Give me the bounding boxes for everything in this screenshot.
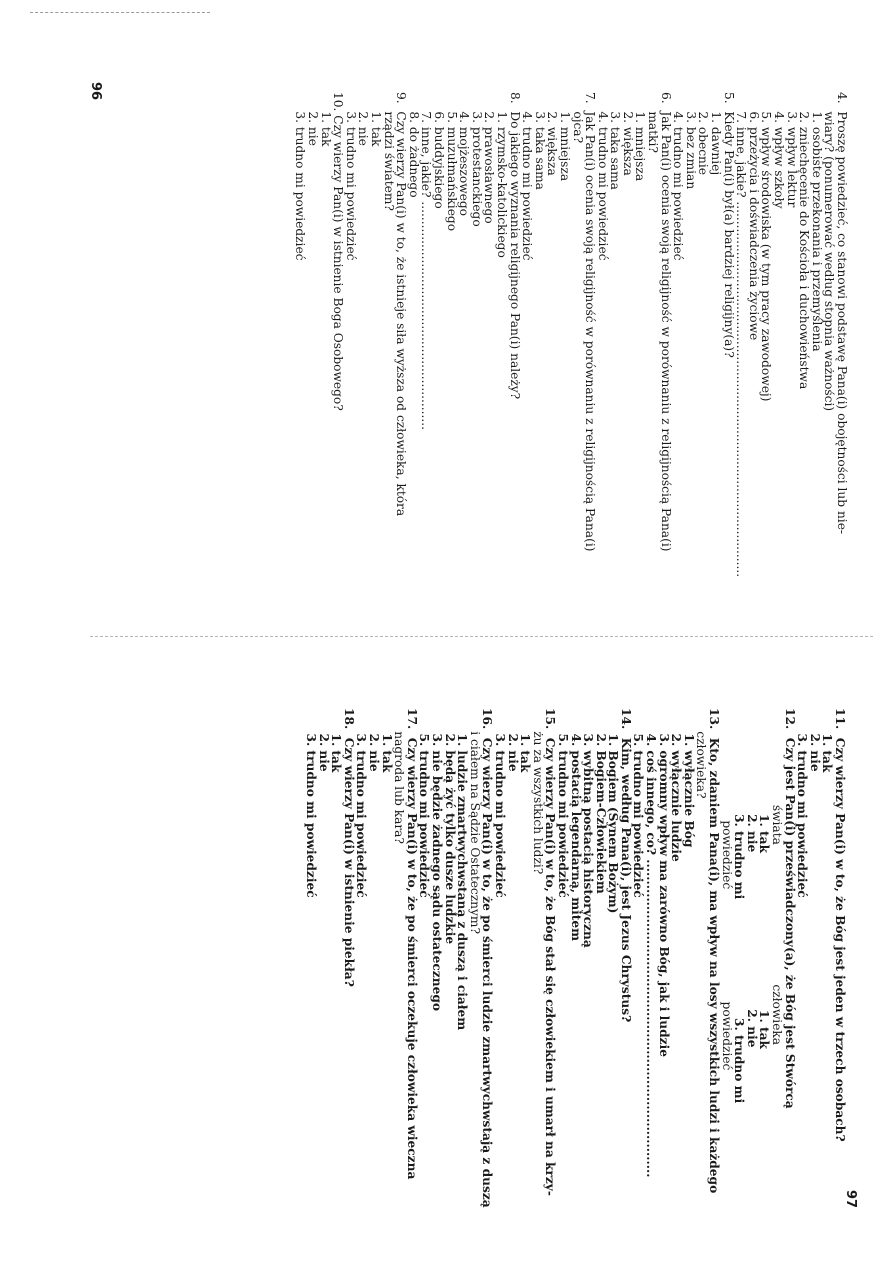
text-line: 2. zniechęcenie do Kościoła i duchowieństwa	[797, 92, 812, 390]
text-line: 2. większa	[620, 92, 635, 176]
text-line: ojca?	[570, 92, 585, 144]
text-line: wiary? (ponumerować według stopnia ważności)	[822, 92, 837, 412]
text-line: 4. trudno mi powiedzieć	[595, 92, 610, 261]
text-line: 2. wyłącznie ludzie	[669, 708, 684, 862]
text-line: 4. wpływ szkoły	[772, 92, 787, 209]
text-line: 3. taka sama	[608, 92, 623, 190]
right-page-number: 97	[843, 1190, 858, 1209]
text-line: 8. Do jakiego wyznania religijnego Pan(i) należy?	[507, 92, 522, 400]
text-line: 2. obecnie	[696, 92, 711, 176]
text-line: 7. Jak Pan(i) ocenia swoją religijność w porównaniu z religijnością Pana(i)	[583, 92, 598, 552]
text-line: 1. mniejsza	[557, 92, 572, 182]
text-line: 2. nie	[367, 708, 382, 772]
text-line: 1. rzymsko-katolickiego	[494, 92, 509, 258]
text-line: powiedzieć powiedzieć	[719, 708, 734, 1071]
text-line: 1. dawniej	[709, 92, 724, 176]
text-line: 2. prawosławnego	[482, 92, 497, 224]
text-line: 6. Jak Pan(i) ocenia swoją religijność w porównaniu z religijnością Pana(i)	[658, 92, 673, 552]
text-line: 7. inne, jakie? ...........................................................	[419, 92, 434, 430]
text-line: żu za wszystkich ludzi?	[530, 708, 545, 875]
text-line: 1. tak	[820, 708, 835, 773]
text-line: 5. trudno mi powiedzieć	[417, 708, 432, 898]
text-line: 1. tak	[318, 92, 333, 147]
text-line: 2. większa	[545, 92, 560, 176]
text-line: 5. trudno mi powiedzieć	[555, 708, 570, 898]
text-line: 5. muzułmańskiego	[444, 92, 459, 232]
text-line: 1. wyłącznie Bóg	[681, 708, 696, 848]
text-line: 11. Czy wierzy Pan(i) w to, że Bóg jest jeden w trzech osobach?	[833, 708, 847, 1142]
text-line: rządzi światem?	[381, 92, 396, 211]
text-line: nagroda lub kara?	[392, 708, 407, 844]
text-line: 2. Bogiem-Człowiekiem	[593, 708, 608, 894]
text-line: 3. trudno mi powiedzieć	[354, 708, 369, 898]
text-line: 2. będą żyć tylko dusze ludzkie	[442, 708, 457, 945]
text-line: 3. wpływ lektur	[784, 92, 799, 208]
left-page-text	[294, 92, 848, 577]
text-line: i ciałem na Sądzie Ostatecznym?	[467, 708, 482, 935]
text-line: 6. przeżycia i doświadczenia życiowe	[746, 92, 761, 341]
text-line: 10. Czy wierzy Pan(i) w istnienie Boga Osobowego?	[331, 92, 346, 411]
text-line: 14. Kim, według Pana(i), jest Jezus Chrystus?	[618, 708, 633, 1023]
right-page-text	[304, 708, 846, 1208]
text-line: 2. nie 2. nie	[744, 708, 759, 1048]
text-line: 3. trudno mi powiedzieć	[343, 92, 358, 261]
text-line: 16. Czy wierzy Pan(i) w to, że po śmierci ludzie zmartwychwstają z duszą	[480, 708, 495, 1208]
text-line: matki?	[646, 92, 661, 153]
text-line: 3. ogromny wpływ ma zarówno Bóg, jak i ludzie	[656, 708, 671, 1057]
text-line: 3. protestanckiego	[469, 92, 484, 227]
text-line: 5. trudno mi powiedzieć	[631, 708, 646, 898]
text-line: 4. trudno mi powiedzieć	[671, 92, 686, 261]
text-line: 8. do żadnego	[406, 92, 421, 198]
text-line: 3. trudno mi powiedzieć	[293, 92, 308, 261]
text-line: 3. trudno mi 3. trudno mi	[732, 708, 747, 1104]
text-line: 9. Czy wierzy Pan(i) w to, że istnieje siła wyższa od człowieka, która	[394, 92, 409, 517]
text-line: 1. osobiste przekonania i przemyślenia	[809, 92, 824, 352]
text-line: 15. Czy wierzy Pan(i) w to, że Bóg stał się człowiekiem i umarł na krzy-	[543, 708, 558, 1196]
text-line: człowieka?	[694, 708, 709, 799]
page-fold-line	[90, 636, 873, 637]
text-line: 1. ludzie zmartwychwstaną z duszą i ciałem	[455, 708, 470, 1031]
text-line: 1. tak	[369, 92, 384, 147]
text-line: 3. trudno mi powiedzieć	[304, 708, 319, 898]
text-line: 5. wpływ środowiska (w tym pracy zawodowej)	[759, 92, 774, 402]
text-line: 12. Czy jest Pan(i) przeświadczony(a), że Bóg jest Stwórcą	[782, 708, 797, 1109]
text-line: 3. bez zmian	[683, 92, 698, 190]
text-line: 18. Czy wierzy Pan(i) w istnienie piekła?	[341, 708, 356, 987]
text-line: 13. Kto, zdaniem Pana(i), ma wpływ na losy wszystkich ludzi i każdego	[707, 708, 722, 1194]
text-line: 1. mniejsza	[633, 92, 648, 182]
text-line: 1. tak	[329, 708, 344, 773]
text-line: 2. nie	[356, 92, 371, 146]
text-line: 1. tak	[379, 708, 394, 773]
text-line: 4. trudno mi powiedzieć	[520, 92, 535, 261]
text-line: 17. Czy wierzy Pan(i) w to, że po śmierci oczekuje człowieka wieczna	[404, 708, 419, 1180]
text-line: 1. tak	[518, 708, 533, 773]
text-line: 2. nie	[306, 92, 321, 146]
left-page-number: 96	[88, 82, 103, 101]
scan-edge-mark	[30, 12, 210, 13]
text-line: 6. buddyjskiego	[432, 92, 446, 209]
text-line: 7. inne, jakie? .................................................................................................	[734, 92, 749, 578]
text-line: 1. Bogiem (Synem Bożym)	[606, 708, 621, 914]
text-line: 2. nie	[505, 708, 520, 772]
text-line: 3. nie będzie żadnego sądu ostatecznego	[430, 708, 444, 1011]
text-line: 5. Kiedy Pan(i) był(a) bardziej religijny(a)?	[721, 92, 736, 358]
text-line: 2. nie	[807, 708, 822, 772]
text-line: 3. taka sama	[532, 92, 547, 190]
text-line: 3. trudno mi powiedzieć	[795, 708, 810, 898]
text-line: 4. coś innego, co? ...........................................................................	[644, 708, 659, 1178]
text-line: 2. nie	[316, 708, 331, 772]
text-line: 3. wybitną postacią historyczną	[581, 708, 596, 948]
text-line: świata człowieka	[770, 708, 785, 1046]
text-line: 4. mojżeszowego	[457, 92, 472, 216]
text-line: 4. postacią legendarną, mitem	[568, 708, 583, 942]
text-line: 1. tak 1. tak	[757, 708, 772, 1049]
text-line: 3. trudno mi powiedzieć	[492, 708, 507, 898]
text-line: 4. Proszę powiedzieć, co stanowi podstawę Pana(i) obojętności lub nie-	[835, 92, 849, 535]
